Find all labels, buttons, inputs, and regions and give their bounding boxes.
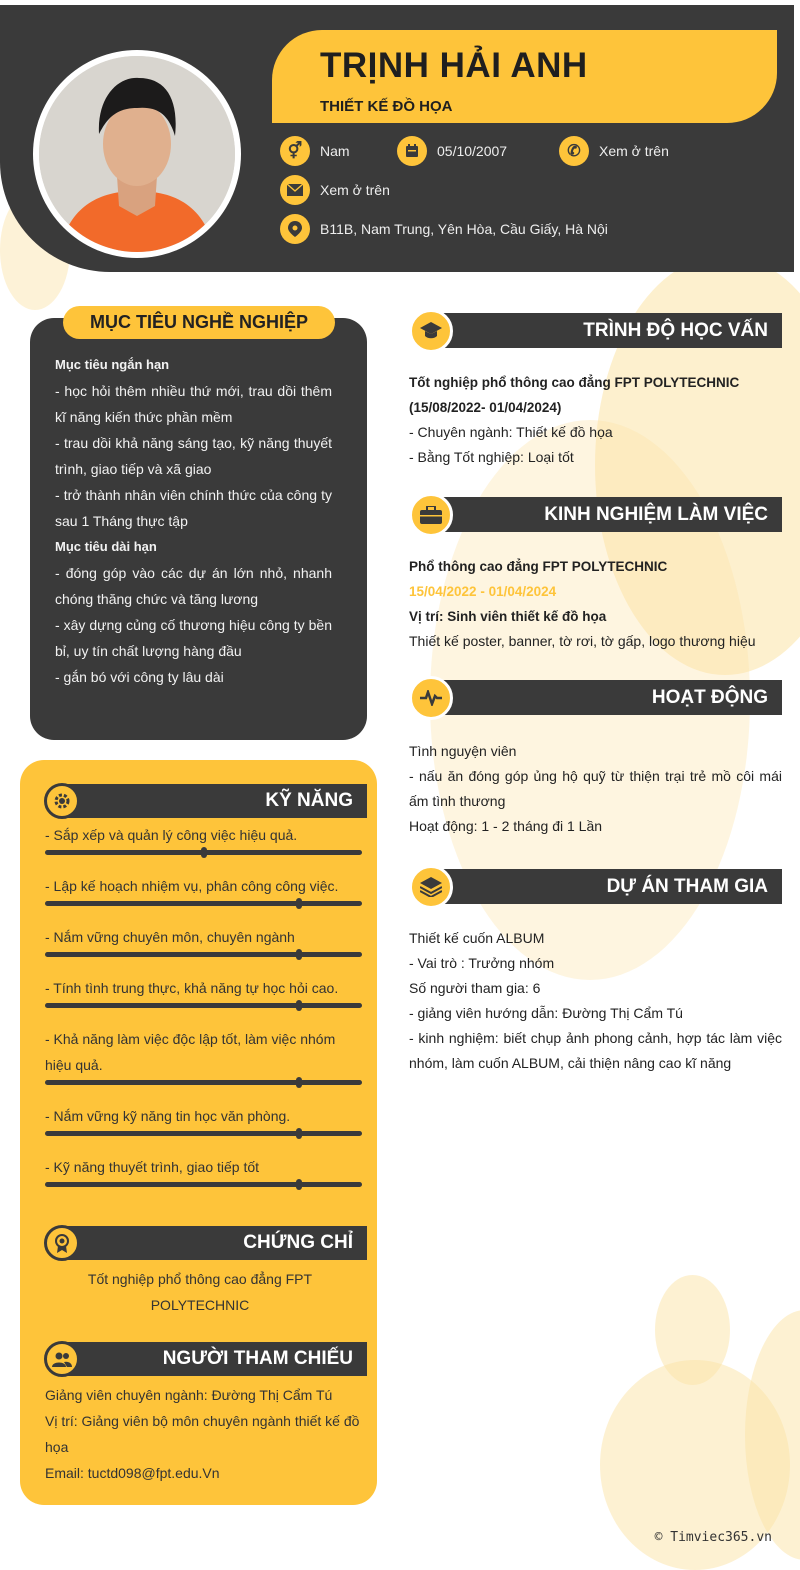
experience-company: Phổ thông cao đẳng FPT POLYTECHNIC	[409, 559, 668, 574]
users-icon	[44, 1341, 80, 1377]
education-text	[409, 370, 782, 470]
skill-label: - Nắm vững kỹ năng tin học văn phòng.	[45, 1108, 291, 1124]
certificates-title: CHỨNG CHỈ	[62, 1226, 367, 1260]
skill-level-marker	[296, 1128, 302, 1139]
short-term-title: Mục tiêu ngắn hạn	[55, 357, 170, 372]
avatar	[33, 50, 241, 258]
email-value: Xem ở trên	[320, 182, 390, 198]
skill-level-bar	[45, 1131, 362, 1136]
skill-level-bar	[45, 952, 362, 957]
skill-level-bar	[45, 901, 362, 906]
objective-item: - đóng góp vào các dự án lớn nhỏ, nhanh chóng thăng chức và tăng lương	[55, 565, 332, 607]
gender-row	[280, 136, 350, 166]
reference-line: Vị trí: Giảng viên bộ môn chuyên ngành thiết kế đồ họa	[45, 1413, 360, 1455]
skill-level-bar	[45, 1182, 362, 1187]
education-title: TRÌNH ĐỘ HỌC VẤN	[432, 313, 782, 348]
activities-text	[409, 739, 782, 839]
references-title: NGƯỜI THAM CHIẾU	[62, 1342, 367, 1376]
objective-item: - học hỏi thêm nhiều thứ mới, trau dồi thêm kĩ năng kiến thức phần mềm	[55, 383, 332, 425]
reference-line: Giảng viên chuyên ngành: Đường Thị Cẩm Tú	[45, 1387, 333, 1403]
birthday-value: 05/10/2007	[437, 143, 508, 159]
skill-label: - Tính tình trung thực, khả năng tự học hỏi cao.	[45, 980, 339, 996]
objective-item: - trau dồi khả năng sáng tạo, kỹ năng thuyết trình, giao tiếp và xã giao	[55, 435, 332, 477]
gear-icon	[44, 783, 80, 819]
certificate-text: Tốt nghiệp phổ thông cao đẳng FPT POLYTECHNIC	[87, 1271, 313, 1313]
skill-label: - Lập kế hoạch nhiệm vụ, phân công công việc.	[45, 878, 339, 894]
skill-level-marker	[296, 1179, 302, 1190]
activity-line: Tình nguyện viên	[409, 743, 517, 759]
phone-row	[559, 136, 669, 166]
objective-title: MỤC TIÊU NGHỀ NGHIỆP	[63, 306, 335, 339]
experience-position: Vị trí: Sinh viên thiết kế đồ họa	[409, 609, 607, 624]
avatar-photo	[39, 56, 235, 252]
location-pin-icon	[280, 214, 310, 244]
education-line: - Chuyên ngành: Thiết kế đồ họa	[409, 424, 613, 440]
gender-value: Nam	[320, 143, 350, 159]
gender-icon: ⚥	[280, 136, 310, 166]
skill-level-bar	[45, 1080, 362, 1085]
award-icon	[44, 1225, 80, 1261]
skill-level-bar	[45, 850, 362, 855]
projects-title: DỰ ÁN THAM GIA	[432, 869, 782, 904]
footer-watermark: © Timviec365.vn	[654, 1530, 772, 1545]
experience-title: KINH NGHIỆM LÀM VIỆC	[432, 497, 782, 532]
layers-icon	[409, 865, 453, 909]
reference-line: Email: tuctd098@fpt.edu.Vn	[45, 1465, 220, 1481]
objective-item: - xây dựng củng cố thương hiệu công ty bền bỉ, uy tín chất lượng hàng đầu	[55, 617, 332, 659]
skill-label: - Sắp xếp và quản lý công việc hiệu quả.	[45, 827, 298, 843]
experience-desc: Thiết kế poster, banner, tờ rơi, tờ gấp, logo thương hiệu	[409, 633, 756, 649]
references-text	[45, 1382, 363, 1486]
skill-label: - Nắm vững chuyên môn, chuyên ngành	[45, 929, 295, 945]
skill-level-marker	[296, 949, 302, 960]
skills-title: KỸ NĂNG	[62, 784, 367, 818]
calendar-icon	[397, 136, 427, 166]
education-line: - Bằng Tốt nghiệp: Loại tốt	[409, 449, 574, 465]
heartbeat-icon	[409, 676, 453, 720]
job-title: THIẾT KẾ ĐỒ HỌA	[320, 98, 453, 115]
envelope-icon	[280, 175, 310, 205]
skill-level-marker	[296, 1077, 302, 1088]
skill-level-marker	[296, 898, 302, 909]
objective-item: - trở thành nhân viên chính thức của công ty sau 1 Tháng thực tập	[55, 487, 332, 529]
graduation-cap-icon	[409, 309, 453, 353]
projects-text	[409, 926, 782, 1076]
project-line: - Vai trò : Trưởng nhóm	[409, 955, 555, 971]
skill-level-marker	[201, 847, 207, 858]
experience-text	[409, 554, 782, 654]
activities-title: HOẠT ĐỘNG	[432, 680, 782, 715]
email-row	[280, 175, 390, 205]
birthday-row	[397, 136, 507, 166]
name-band	[272, 30, 777, 123]
skill-label: - Kỹ năng thuyết trình, giao tiếp tốt	[45, 1159, 260, 1175]
long-term-title: Mục tiêu dài hạn	[55, 539, 157, 554]
objective-text	[55, 352, 332, 690]
project-line: - kinh nghiệm: biết chụp ảnh phong cảnh, hợp tác làm việc nhóm, làm cuốn ALBUM, cải thiện nâng cao kĩ năng	[409, 1030, 782, 1071]
briefcase-icon	[409, 493, 453, 537]
skill-level-bar	[45, 1003, 362, 1008]
project-line: Số người tham gia: 6	[409, 980, 541, 996]
education-school: Tốt nghiệp phổ thông cao đẳng FPT POLYTECHNIC (15/08/2022- 01/04/2024)	[409, 375, 740, 415]
candidate-name: TRỊNH HẢI ANH	[320, 46, 588, 85]
project-line: Thiết kế cuốn ALBUM	[409, 930, 545, 946]
skill-level-marker	[296, 1000, 302, 1011]
address-value: B11B, Nam Trung, Yên Hòa, Cầu Giấy, Hà Nội	[320, 221, 608, 237]
activity-line: - nấu ăn đóng góp ủng hộ quỹ từ thiện trại trẻ mồ côi mái ấm tình thương	[409, 768, 782, 809]
experience-period: 15/04/2022 - 01/04/2024	[409, 584, 557, 599]
objective-item: - gắn bó với công ty lâu dài	[55, 669, 224, 685]
activity-line: Hoạt động: 1 - 2 tháng đi 1 Lần	[409, 818, 603, 834]
address-row	[280, 214, 608, 244]
phone-value: Xem ở trên	[599, 143, 669, 159]
skill-label: - Khả năng làm việc độc lập tốt, làm việc nhóm hiệu quả.	[45, 1031, 336, 1073]
project-line: - giảng viên hướng dẫn: Đường Thị Cẩm Tú	[409, 1005, 683, 1021]
phone-icon: ✆	[559, 136, 589, 166]
